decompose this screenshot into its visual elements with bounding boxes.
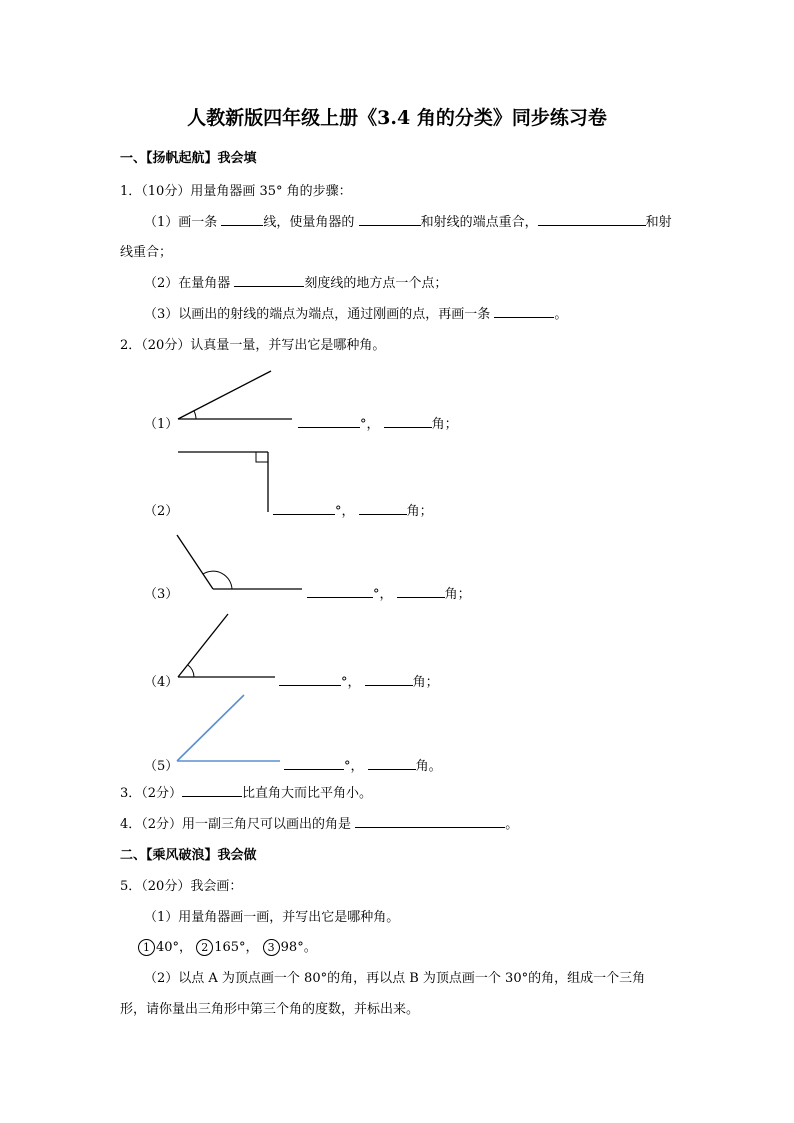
blank[interactable] bbox=[273, 500, 335, 515]
q1-text: 和射 bbox=[645, 215, 672, 230]
q1-text: 线，使量角器的 bbox=[263, 215, 355, 230]
blank[interactable] bbox=[279, 671, 341, 686]
blank[interactable] bbox=[182, 782, 242, 797]
angle-value: 165°， bbox=[214, 940, 259, 955]
degree-mark: °， bbox=[360, 417, 380, 432]
angle-answer-1 bbox=[298, 413, 458, 432]
page-title: 人教新版四年级上册《3.4 角的分类》同步练习卷 bbox=[187, 107, 607, 129]
q3-number: 3．（2分） bbox=[120, 786, 183, 801]
blank[interactable] bbox=[397, 583, 445, 598]
angle-type-end: 角； bbox=[444, 587, 471, 602]
angle-value: 98°。 bbox=[280, 940, 317, 955]
angle-figure-3 bbox=[177, 535, 302, 589]
angle-figure-2 bbox=[178, 452, 268, 512]
blank[interactable] bbox=[359, 500, 407, 515]
q4-text: 4．（2分）用一副三角尺可以画出的角是 bbox=[120, 817, 352, 832]
angle-label-1: （1） bbox=[144, 417, 179, 432]
angle-label-4: （4） bbox=[144, 675, 179, 690]
blank[interactable] bbox=[284, 755, 344, 770]
question-1-stem: 1．（10分）用量角器画 35° 角的步骤： bbox=[120, 184, 352, 199]
circled-number-3: 3 bbox=[263, 939, 280, 956]
blank[interactable] bbox=[298, 413, 360, 428]
q1-text: （1）画一条 bbox=[144, 215, 218, 230]
angle-label-2: （2） bbox=[144, 504, 179, 519]
degree-mark: °， bbox=[341, 675, 361, 690]
question-5-part-2-line-2: 形，请你量出三角形中第三个角的度数，并标出来。 bbox=[120, 1002, 420, 1017]
angle-type-end: 角。 bbox=[415, 759, 442, 774]
blank[interactable] bbox=[384, 413, 432, 428]
blank[interactable] bbox=[365, 671, 413, 686]
q1-text: （3）以画出的射线的端点为端点，通过刚画的点，再画一条 bbox=[144, 307, 491, 322]
circled-number-1: 1 bbox=[138, 939, 155, 956]
degree-mark: °， bbox=[373, 587, 393, 602]
question-2-stem: 2．（20分）认真量一量，并写出它是哪种角。 bbox=[120, 338, 386, 353]
angle-answer-2 bbox=[273, 500, 433, 519]
question-3 bbox=[120, 782, 372, 801]
angle-figure-5 bbox=[177, 695, 280, 761]
question-4 bbox=[120, 813, 518, 832]
blank[interactable] bbox=[307, 583, 373, 598]
blank[interactable] bbox=[355, 813, 505, 828]
angle-type-end: 角； bbox=[406, 504, 433, 519]
degree-mark: °， bbox=[335, 504, 355, 519]
circled-number-2: 2 bbox=[196, 939, 213, 956]
angle-answer-3 bbox=[307, 583, 471, 602]
angle-type-end: 角； bbox=[431, 417, 458, 432]
angle-label-3: （3） bbox=[144, 587, 179, 602]
angle-answer-5 bbox=[284, 755, 442, 774]
section-2-heading: 二、【乘风破浪】我会做 bbox=[120, 848, 257, 863]
degree-mark: °， bbox=[344, 759, 364, 774]
angle-figure-1 bbox=[178, 371, 292, 419]
q1-text: 。 bbox=[554, 307, 568, 322]
q4-end: 。 bbox=[505, 817, 519, 832]
angle-answer-4 bbox=[279, 671, 439, 690]
question-5-part-2-line-1: （2）以点 A 为顶点画一个 80°的角，再以点 B 为顶点画一个 30°的角，组成一个三角 bbox=[144, 971, 646, 986]
q1-text: 和射线的端点重合， bbox=[420, 215, 538, 230]
blank[interactable] bbox=[368, 755, 416, 770]
question-5-stem: 5．（20分）我会画： bbox=[120, 879, 243, 894]
angle-type-end: 角； bbox=[412, 675, 439, 690]
angle-value: 40°， bbox=[156, 940, 193, 955]
angle-label-5: （5） bbox=[144, 759, 179, 774]
angle-figure-4 bbox=[178, 614, 275, 677]
question-5-angles bbox=[138, 936, 317, 956]
q3-text: 比直角大而比平角小。 bbox=[242, 786, 373, 801]
question-5-part-1: （1）用量角器画一画，并写出它是哪种角。 bbox=[144, 910, 400, 925]
question-1-line-1-cont: 线重合； bbox=[120, 245, 173, 260]
q1-text: （2）在量角器 bbox=[144, 276, 231, 291]
q1-text: 刻度线的地方点一个点； bbox=[304, 276, 448, 291]
section-1-heading: 一、【扬帆起航】我会填 bbox=[120, 151, 257, 166]
